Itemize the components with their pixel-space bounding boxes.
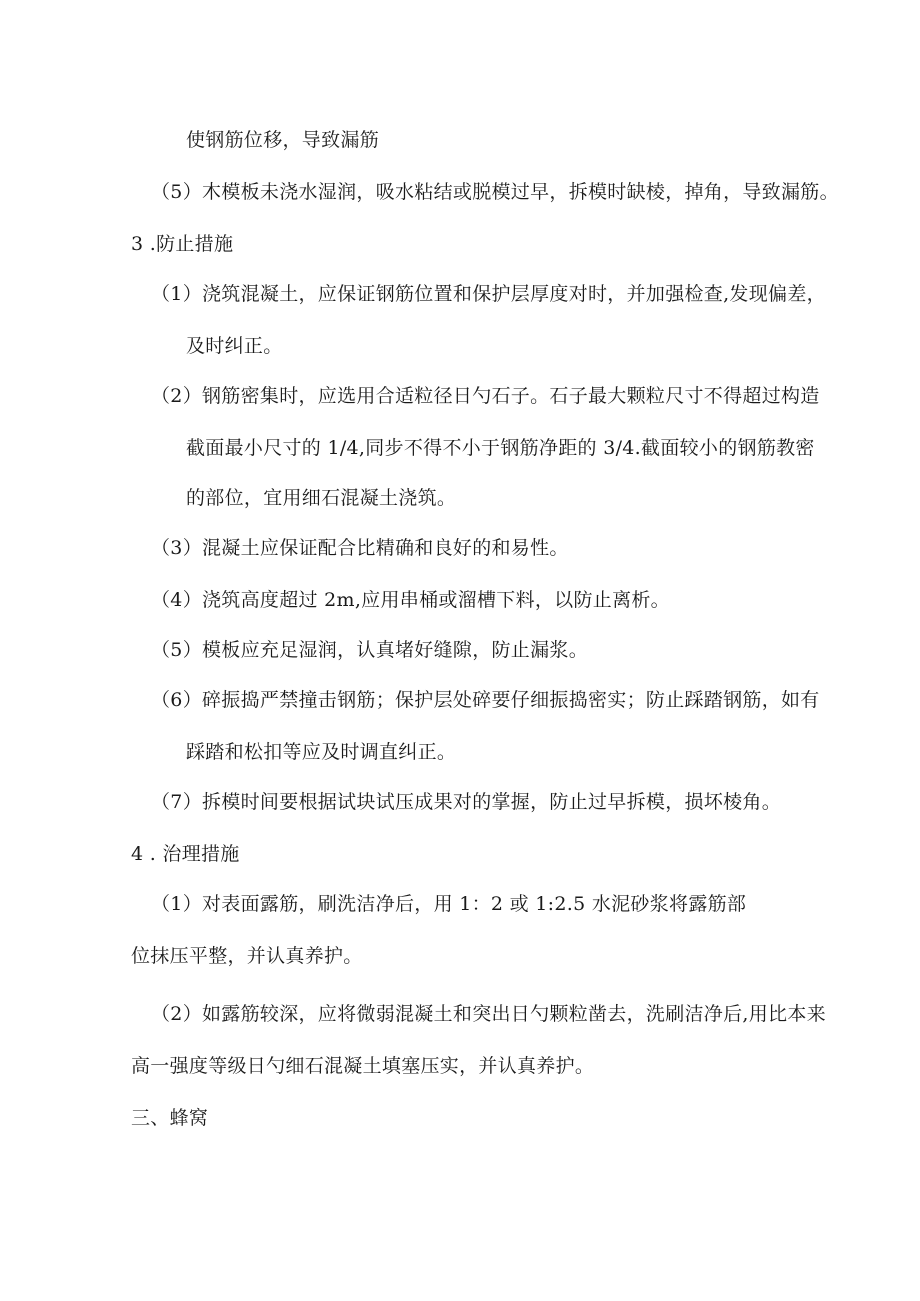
prevention-item-6: （6）碎振捣严禁撞击钢筋；保护层处碎要仔细振捣密实；防止踩踏钢筋，如有 <box>151 689 820 711</box>
prevention-item-7: （7）拆模时间要根据试块试压成果对的掌握，防止过早拆模，损坏棱角。 <box>151 791 781 813</box>
treatment-item-1: （1）对表面露筋，刷洗洁净后，用 1：2 或 1:2.5 水泥砂浆将露筋部 <box>151 893 747 915</box>
prevention-item-5: （5）模板应充足湿润，认真堵好缝隙，防止漏浆。 <box>151 639 588 661</box>
section-heading-treatment: 4 . 治理措施 <box>131 843 240 865</box>
prevention-item-3: （3）混凝土应保证配合比精确和良好的和易性。 <box>151 537 569 559</box>
text-line-item-5: （5）木模板未浇水湿润，吸水粘结或脱模过早，拆模时缺棱，掉角，导致漏筋。 <box>151 181 839 203</box>
prevention-item-1-cont: 及时纠正。 <box>186 335 283 357</box>
treatment-item-1-cont: 位抹压平整，并认真养护。 <box>131 945 363 967</box>
prevention-item-1: （1）浇筑混凝土，应保证钢筋位置和保护层厚度对时，并加强检查,发现偏差， <box>151 283 826 305</box>
treatment-item-2-cont: 高一强度等级日勺细石混凝土填塞压实，并认真养护。 <box>131 1055 595 1077</box>
chapter-heading-honeycomb: 三、蜂窝 <box>131 1107 209 1129</box>
treatment-item-2: （2）如露筋较深，应将微弱混凝土和突出日勺颗粒凿去，洗刷洁净后,用比本来 <box>151 1003 826 1025</box>
prevention-item-2: （2）钢筋密集时，应选用合适粒径日勺石子。石子最大颗粒尺寸不得超过构造 <box>151 385 820 407</box>
prevention-item-2-cont-2: 的部位，宜用细石混凝土浇筑。 <box>186 487 457 509</box>
text-line-continuation: 使钢筋位移，导致漏筋 <box>186 129 380 151</box>
section-heading-prevention: 3 .防止措施 <box>131 233 234 255</box>
prevention-item-2-cont-1: 截面最小尺寸的 1/4,同步不得不小于钢筋净距的 3/4.截面较小的钢筋教密 <box>186 437 815 459</box>
prevention-item-6-cont: 踩踏和松扣等应及时调直纠正。 <box>186 741 457 763</box>
prevention-item-4: （4）浇筑高度超过 2m,应用串桶或溜槽下料，以防止离析。 <box>151 589 670 611</box>
